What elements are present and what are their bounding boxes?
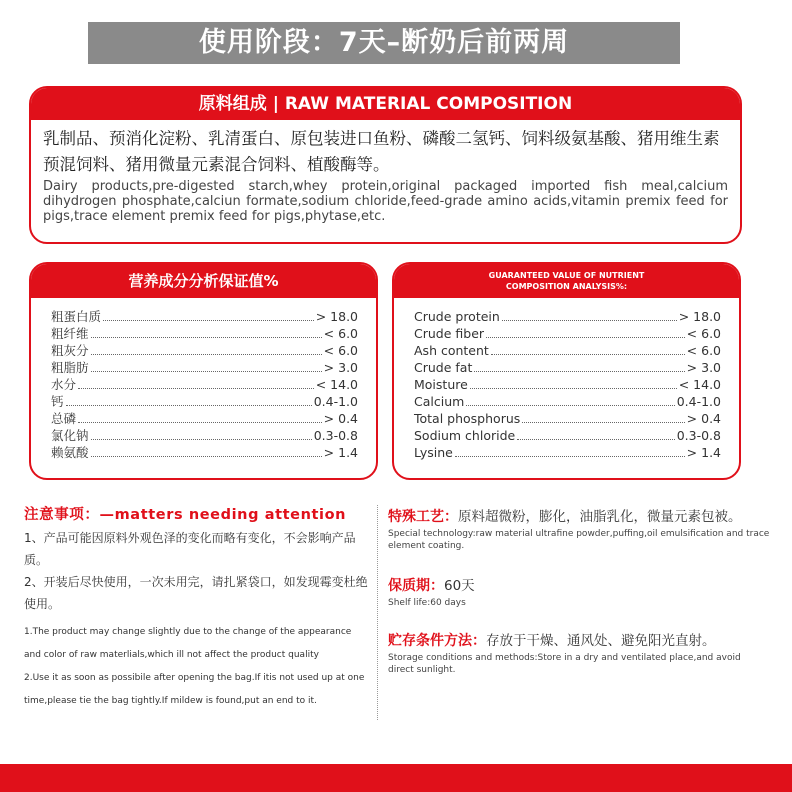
shelf-text: 60天 [444, 578, 475, 594]
nutrition-row [51, 444, 358, 461]
dot-leader [474, 371, 684, 372]
nutrition-row [414, 444, 721, 461]
dot-leader [491, 354, 685, 355]
shelf-en: Shelf life:60 days [388, 598, 466, 608]
nutrition-cn-box [29, 262, 378, 480]
nutrient-name: 钙 [51, 394, 64, 409]
dot-leader [91, 439, 312, 440]
nutrient-name: Moisture [414, 377, 468, 392]
nutrient-name: Calcium [414, 394, 465, 409]
storage-block [388, 629, 788, 676]
notes-section [24, 503, 369, 713]
nutrition-row [51, 325, 358, 342]
nutrient-name: Lysine [414, 445, 453, 460]
nutrient-name: 总磷 [51, 411, 77, 426]
raw-material-en-text: Dairy products,pre-digested starch,whey protein,original packaged imported fish meal,calcium dihydrogen phosphate,calciun formate,sodium chloride,feed-grade amino acids,vitamin premix feed for pigs,trace element premix feed for pigs,phytase,etc. [43, 179, 728, 224]
nutrient-value: < 6.0 [686, 326, 721, 341]
special-technology-block [388, 505, 788, 552]
nutrient-name: 粗纤维 [51, 326, 89, 341]
nutrition-row [414, 359, 721, 376]
nutrition-cn-title: 营养成分分析保证值% [31, 264, 376, 298]
note-cn-2: 2、开装后尽快使用，一次未用完，请扎紧袋口，如发现霉变杜绝使用。 [24, 575, 368, 611]
nutrient-name: Total phosphorus [414, 411, 521, 426]
nutrient-value: > 3.0 [323, 360, 358, 375]
nutrition-row [414, 376, 721, 393]
dot-leader [466, 405, 674, 406]
nutrient-name: 赖氨酸 [51, 445, 89, 460]
nutrient-value: < 14.0 [678, 377, 721, 392]
dot-leader [91, 354, 322, 355]
nutrition-en-title [394, 264, 739, 298]
nutrient-name: 粗灰分 [51, 343, 89, 358]
nutrient-value: 0.4-1.0 [676, 394, 721, 409]
special-label: 特殊工艺： [388, 509, 458, 525]
raw-material-title: 原料组成 | RAW MATERIAL COMPOSITION [31, 88, 740, 120]
nutrition-row [414, 308, 721, 325]
nutrition-row [51, 427, 358, 444]
dot-leader [455, 456, 685, 457]
nutrition-row [414, 427, 721, 444]
nutrient-value: 0.3-0.8 [676, 428, 721, 443]
nutrient-value: > 18.0 [678, 309, 721, 324]
nutrient-name: 粗蛋白质 [51, 309, 102, 324]
dot-leader [78, 422, 322, 423]
stage-title-bar: 使用阶段：7天–断奶后前两周 [88, 22, 680, 64]
shelf-life-block [388, 574, 788, 609]
nutrition-row [414, 325, 721, 342]
nutrition-en-box [392, 262, 741, 480]
note-cn-1: 1、产品可能因原料外观色泽的变化而略有变化，不会影响产品质。 [24, 531, 356, 567]
nutrient-name: 粗脂肪 [51, 360, 89, 375]
nutrition-row [414, 342, 721, 359]
nutrition-row [51, 308, 358, 325]
dot-leader [103, 320, 314, 321]
nutrition-row [51, 393, 358, 410]
nutrition-row [51, 359, 358, 376]
column-divider [377, 505, 378, 720]
dot-leader [91, 337, 322, 338]
nutrient-name: Crude protein [414, 309, 500, 324]
notes-title: 注意事项：—matters needing attention [24, 507, 347, 523]
dot-leader [66, 405, 312, 406]
dot-leader [91, 371, 322, 372]
dot-leader [522, 422, 684, 423]
nutrient-name: Sodium chloride [414, 428, 516, 443]
product-info-section [388, 505, 788, 690]
dot-leader [517, 439, 675, 440]
nutrient-name: Ash content [414, 343, 489, 358]
nutrient-value: > 1.4 [323, 445, 358, 460]
nutrient-name: 氯化钠 [51, 428, 89, 443]
nutrient-value: < 6.0 [686, 343, 721, 358]
raw-material-box [29, 86, 742, 244]
storage-text: 存放于干燥、通风处、避免阳光直射。 [486, 633, 716, 649]
nutrient-value: 0.4-1.0 [313, 394, 358, 409]
nutrient-value: > 1.4 [686, 445, 721, 460]
dot-leader [470, 388, 677, 389]
raw-material-cn-text: 乳制品、预消化淀粉、乳清蛋白、原包装进口鱼粉、磷酸二氢钙、饲料级氨基酸、猪用维生素预混饲料、猪用微量元素混合饲料、植酸酶等。 [43, 129, 720, 174]
nutrition-en-title-line1: GUARANTEED VALUE OF NUTRIENT [488, 271, 645, 280]
nutrient-value: > 0.4 [686, 411, 721, 426]
nutrient-value: > 3.0 [686, 360, 721, 375]
nutrition-row [414, 393, 721, 410]
nutrient-value: > 18.0 [315, 309, 358, 324]
nutrient-value: 0.3-0.8 [313, 428, 358, 443]
nutrient-name: 水分 [51, 377, 77, 392]
nutrition-row [414, 410, 721, 427]
nutrition-en-list [394, 298, 739, 461]
special-en: Special technology:raw material ultrafine powder,puffing,oil emulsification and trace element coating. [388, 529, 770, 551]
nutrition-cn-list [31, 298, 376, 461]
nutrition-row [51, 376, 358, 393]
dot-leader [486, 337, 685, 338]
nutrient-name: Crude fat [414, 360, 473, 375]
storage-label: 贮存条件方法： [388, 633, 486, 649]
bottom-red-bar [0, 764, 792, 792]
note-en-1: 1.The product may change slightly due to the change of the appearance and color of raw materlials,which ill not affect the product quality [24, 627, 352, 660]
nutrient-value: > 0.4 [323, 411, 358, 426]
nutrient-name: Crude fiber [414, 326, 485, 341]
nutrition-row [51, 342, 358, 359]
dot-leader [78, 388, 314, 389]
nutrition-row [51, 410, 358, 427]
nutrient-value: < 6.0 [323, 326, 358, 341]
dot-leader [502, 320, 677, 321]
storage-en: Storage conditions and methods:Store in a dry and ventilated place,and avoid direct sunlight. [388, 653, 741, 675]
nutrition-en-title-line2: COMPOSITION ANALYSIS%: [505, 282, 628, 291]
nutrient-value: < 14.0 [315, 377, 358, 392]
dot-leader [91, 456, 322, 457]
nutrient-value: < 6.0 [323, 343, 358, 358]
shelf-label: 保质期： [388, 578, 444, 594]
special-text: 原料超微粉，膨化，油脂乳化，微量元素包被。 [458, 509, 742, 525]
note-en-2: 2.Use it as soon as possibile after opening the bag.If itis not used up at one time,please tie the bag tightly.If mildew is found,put an end to it. [24, 673, 365, 706]
